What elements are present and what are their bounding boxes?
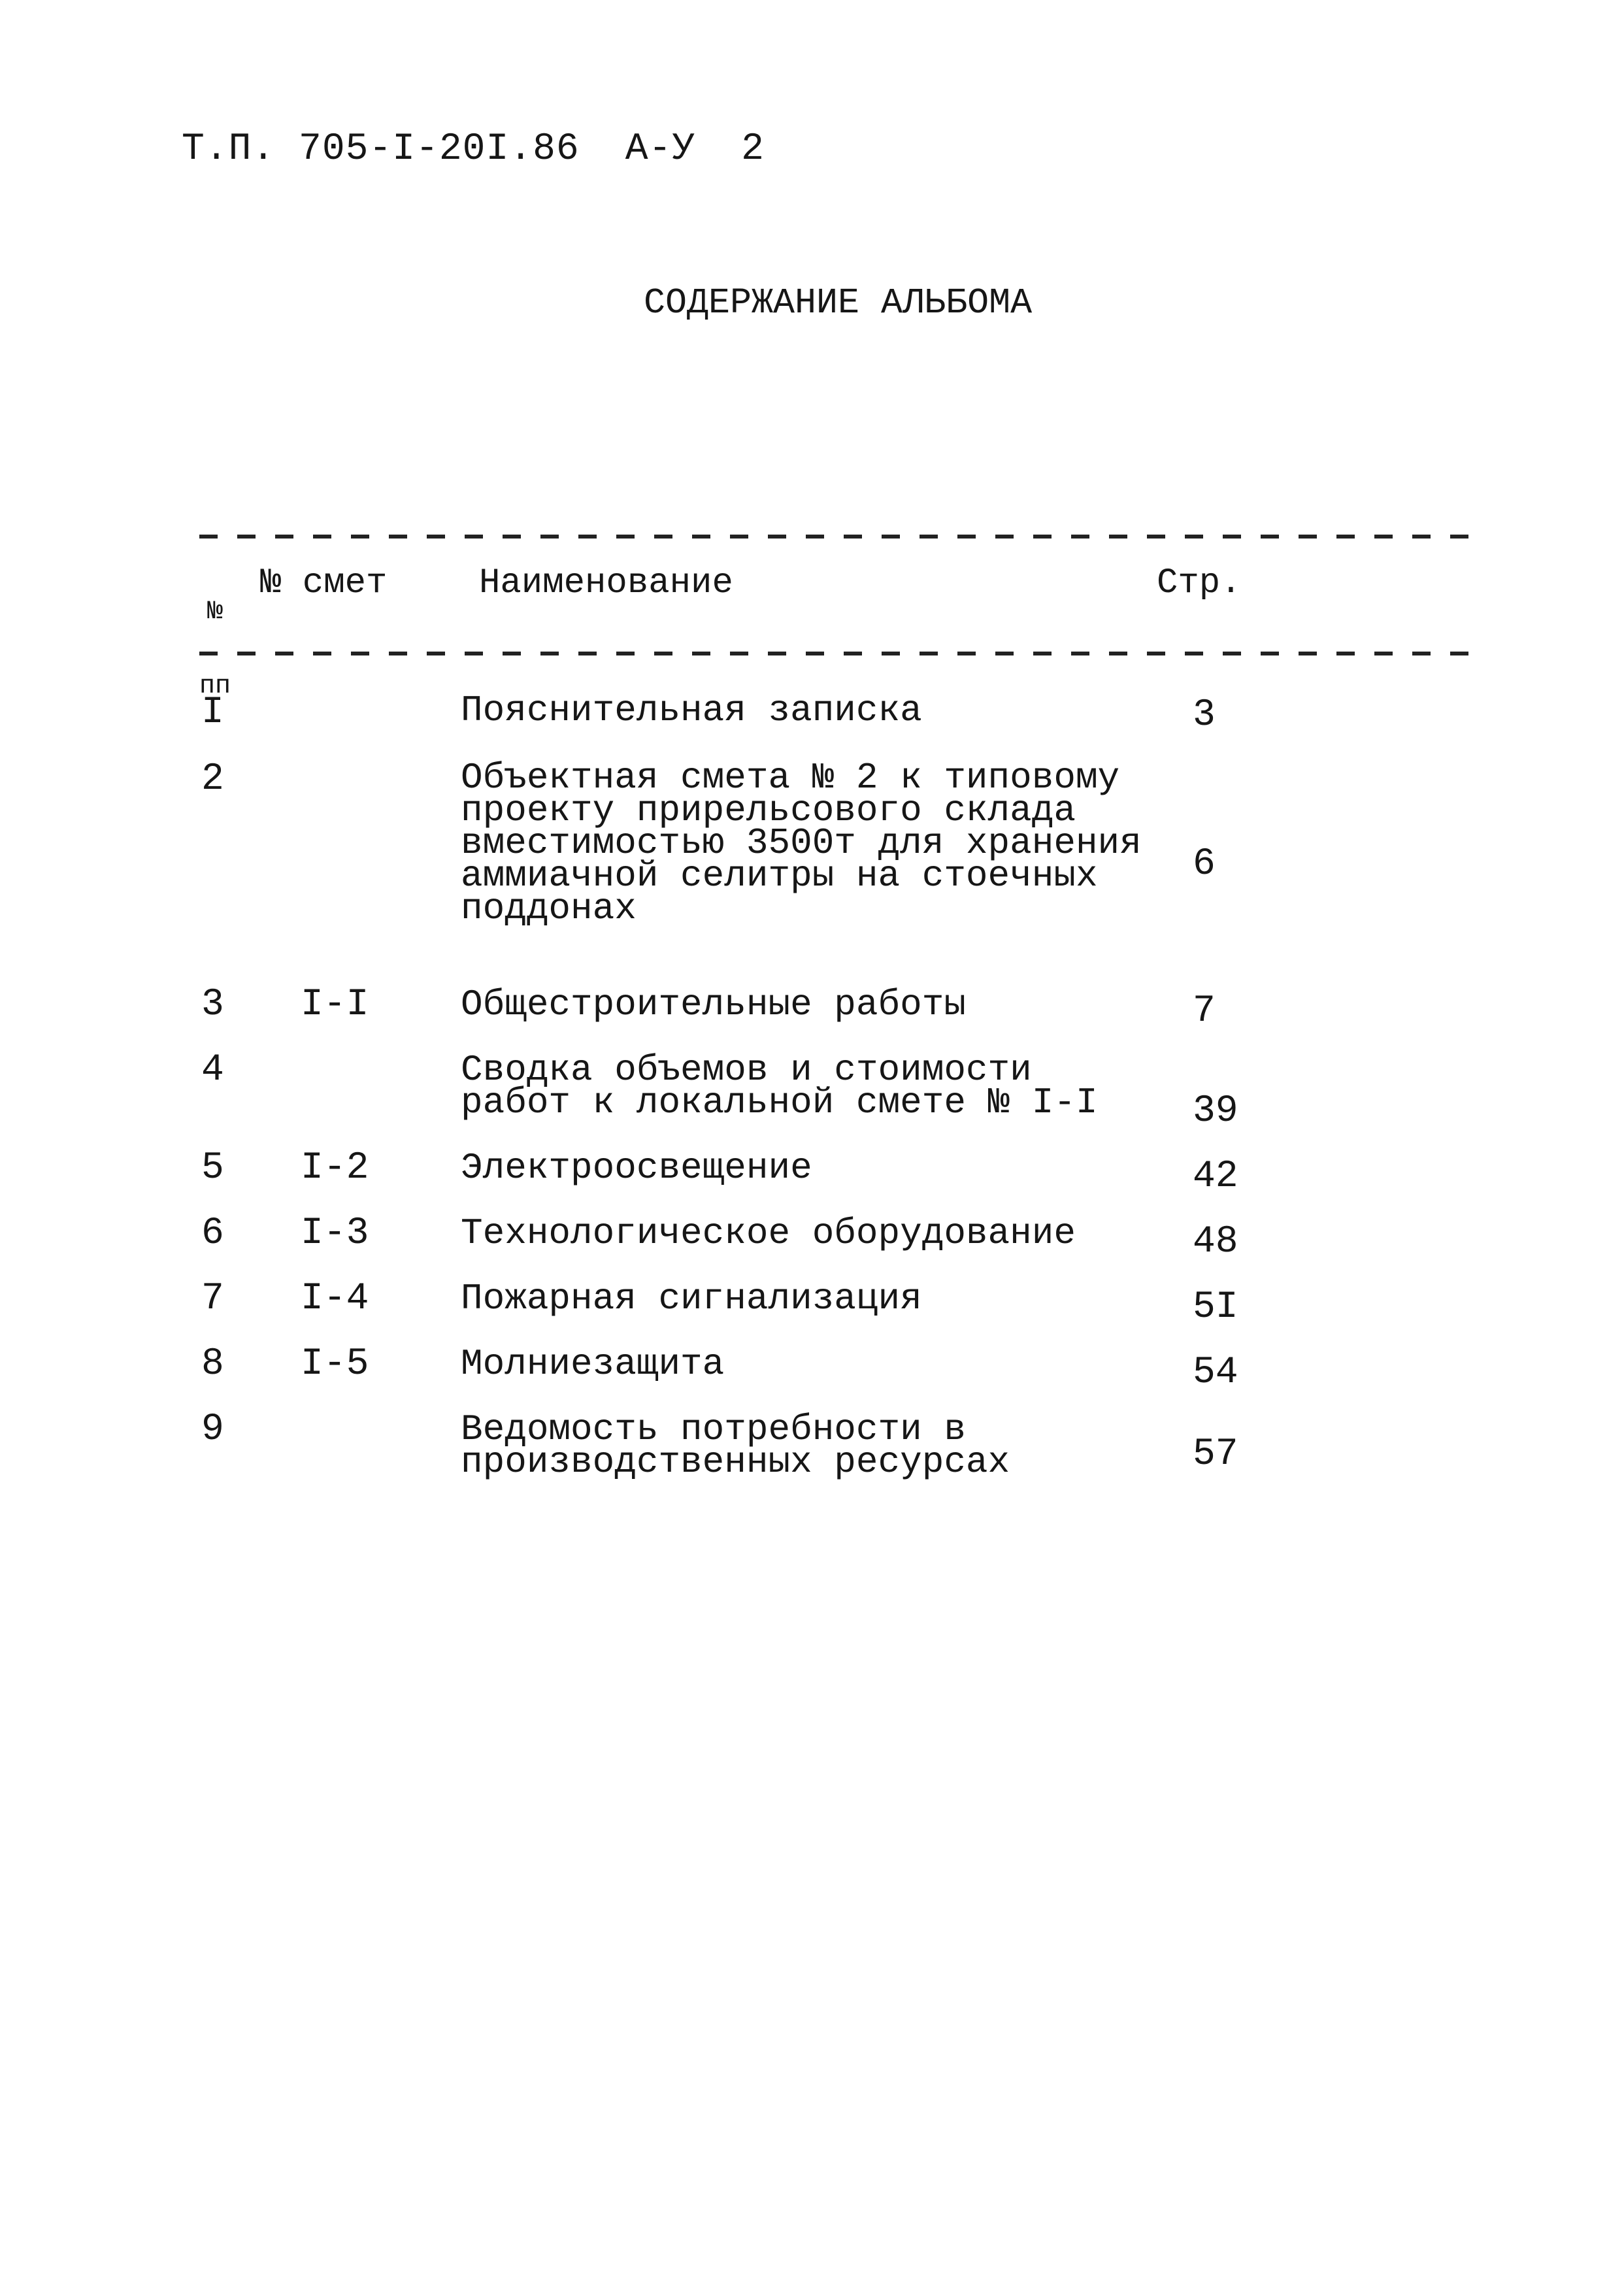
row-title: Пояснительная записка — [461, 689, 922, 731]
table-top-divider — [199, 535, 1470, 539]
row-page: 42 — [1193, 1155, 1238, 1198]
row-estimate-code: I-5 — [301, 1343, 369, 1385]
column-header-number-abbr: пп — [199, 672, 231, 701]
document-code-number: Т.П. 705-I-20I.86 — [182, 128, 580, 171]
row-estimate-code: I-3 — [301, 1212, 369, 1255]
row-estimate-code: I-4 — [301, 1278, 369, 1320]
row-number: 2 — [201, 758, 224, 801]
row-title: Объектная смета № 2 к типовому проекту прирельсового склада вместимостью 3500т для хранения аммиачной селитры на стоечных поддонах — [461, 757, 1142, 929]
row-page: 54 — [1193, 1351, 1238, 1394]
row-page: 39 — [1193, 1090, 1238, 1133]
document-code — [182, 128, 810, 171]
row-page: 6 — [1193, 843, 1216, 886]
row-title: Электроосвещение — [461, 1147, 812, 1189]
row-number: 9 — [201, 1408, 224, 1451]
row-number: 8 — [201, 1343, 224, 1385]
column-header-number-sign: № — [207, 597, 224, 627]
row-page: 5I — [1193, 1286, 1238, 1329]
row-title: Сводка объемов и стоимости работ к локальной смете № I-I — [461, 1049, 1098, 1123]
row-title: Молниезащита — [461, 1343, 725, 1385]
row-page: 3 — [1193, 694, 1216, 737]
row-number: 3 — [201, 984, 224, 1026]
column-header-name: Наименование — [479, 563, 733, 603]
document-code-album: А-У — [625, 128, 696, 171]
row-title: Технологическое оборудование — [461, 1212, 1076, 1254]
row-number: 4 — [201, 1049, 224, 1091]
column-header-page: Стр. — [1157, 563, 1242, 603]
row-number: 7 — [201, 1278, 224, 1320]
row-title: Общестроительные работы — [461, 984, 966, 1025]
row-page: 7 — [1193, 990, 1216, 1033]
row-page: 48 — [1193, 1221, 1238, 1263]
column-header-estimate: № смет — [260, 563, 388, 603]
document-page-number: 2 — [741, 128, 765, 171]
row-title: Ведомость потребности в производственных ресурсах — [461, 1408, 1010, 1483]
row-estimate-code: I-2 — [301, 1147, 369, 1189]
table-header-divider — [199, 652, 1470, 655]
row-number: 5 — [201, 1147, 224, 1189]
row-page: 57 — [1193, 1433, 1238, 1476]
row-title: Пожарная сигнализация — [461, 1278, 922, 1319]
page-title: СОДЕРЖАНИЕ АЛЬБОМА — [644, 282, 1033, 323]
row-estimate-code: I-I — [301, 984, 369, 1026]
row-number: 6 — [201, 1212, 224, 1255]
row-number: I — [201, 691, 224, 734]
